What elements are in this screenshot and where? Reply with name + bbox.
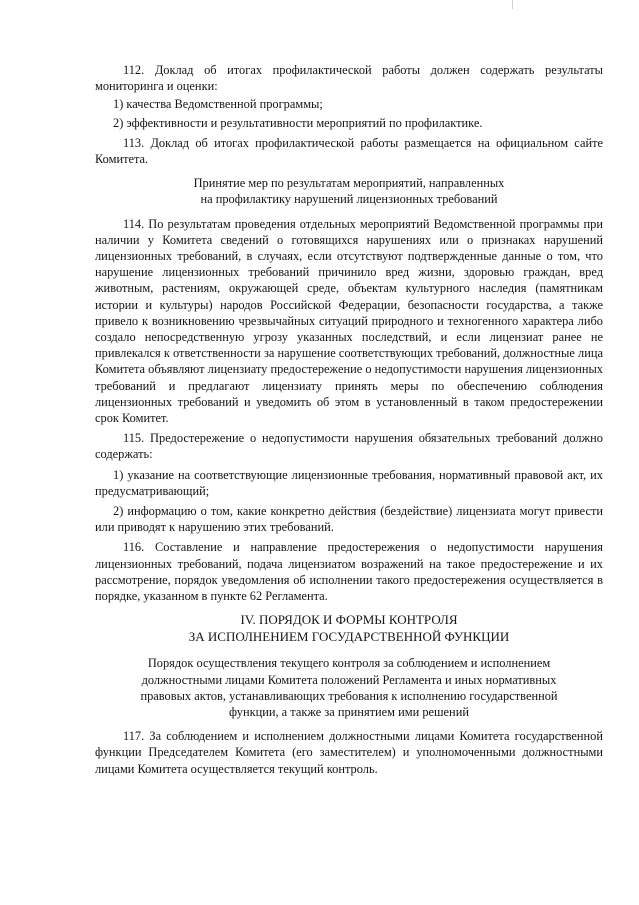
paragraph-116: 116. Составление и направление предостережения о недопустимости нарушения лицензионных требований, подача лицензиатом возражений на такое предостережение и их рассмотрение, порядок уведомления об исполнении такого предостережения осуществляется в порядке, указанном в пункте 62 Регламента. — [95, 540, 603, 604]
subsection-heading-current-control — [95, 655, 603, 720]
paragraph-112: 112. Доклад об итогах профилактической работы должен содержать результаты мониторинга и оценки: — [95, 63, 603, 94]
subsection-heading-line: правовых актов, устанавливающих требования к исполнению государственной — [140, 688, 558, 703]
subsection-heading-line: Принятие мер по результатам мероприятий, направленных — [193, 176, 505, 191]
paragraph-113: 113. Доклад об итогах профилактической работы размещается на официальном сайте Комитета. — [95, 135, 603, 167]
paragraph-114: 114. По результатам проведения отдельных мероприятий Ведомственной программы при наличии у Комитета сведений о готовящихся нарушениях или о признаках нарушений лицензионных требований, в случаях, если отсутствуют подтвержденные данные о том, что нарушение лицензионных требований причинило вред жизни, здоровью граждан, вред животным, растениям, окружающей среде, объектам культурного наследия (памятникам истории и культуры) народов Российской Федерации, безопасности государства, а также привело к возникновению чрезвычайных ситуаций природного и техногенного характера либо создало непосредственную угрозу указанных последствий, и если лицензиат ранее не привлекался к ответственности за нарушение соответствующих требований, должностные лица Комитета объявляют лицензиату предостережение о недопустимости нарушения лицензионных требований и предлагают лицензиату принять меры по обеспечению соблюдения лицензионных требований и уведомить об этом в установленный в таком предостережении срок Комитет. — [95, 216, 603, 426]
document-body — [95, 62, 603, 777]
subsection-heading-line: Порядок осуществления текущего контроля за соблюдением и исполнением — [147, 656, 551, 671]
section-title-line: IV. ПОРЯДОК И ФОРМЫ КОНТРОЛЯ — [240, 612, 458, 628]
subsection-heading-line: на профилактику нарушений лицензионных требований — [200, 192, 498, 207]
section-title-line: ЗА ИСПОЛНЕНИЕМ ГОСУДАРСТВЕННОЙ ФУНКЦИИ — [188, 628, 510, 644]
subsection-heading-line: должностными лицами Комитета положений Регламента и иных нормативных — [141, 672, 557, 687]
paragraph-115-item-1: 1) указание на соответствующие лицензионные требования, нормативный правовой акт, их предусматривающий; — [95, 467, 603, 498]
paragraph-115-item-2: 2) информацию о том, какие конкретно действия (бездействие) лицензиата могут привести или приводят к нарушению этих требований. — [95, 504, 603, 535]
subsection-heading-preventive-measures — [95, 175, 603, 207]
subsection-heading-line: функции, а также за принятием ими решений — [229, 704, 469, 719]
section-title-iv — [95, 612, 603, 645]
scan-artifact-mark — [512, 0, 513, 9]
paragraph-112-item-1: 1) качества Ведомственной программы; — [113, 97, 323, 112]
paragraph-117: 117. За соблюдением и исполнением должностными лицами Комитета государственной функции Председателем Комитета (его заместителем) и уполномоченными должностными лицами Комитета осуществляется текущий контроль. — [95, 729, 603, 776]
paragraph-112-item-2: 2) эффективности и результативности мероприятий по профилактике. — [113, 115, 483, 130]
paragraph-115: 115. Предостережение о недопустимости нарушения обязательных требований должно содержать: — [95, 431, 603, 462]
